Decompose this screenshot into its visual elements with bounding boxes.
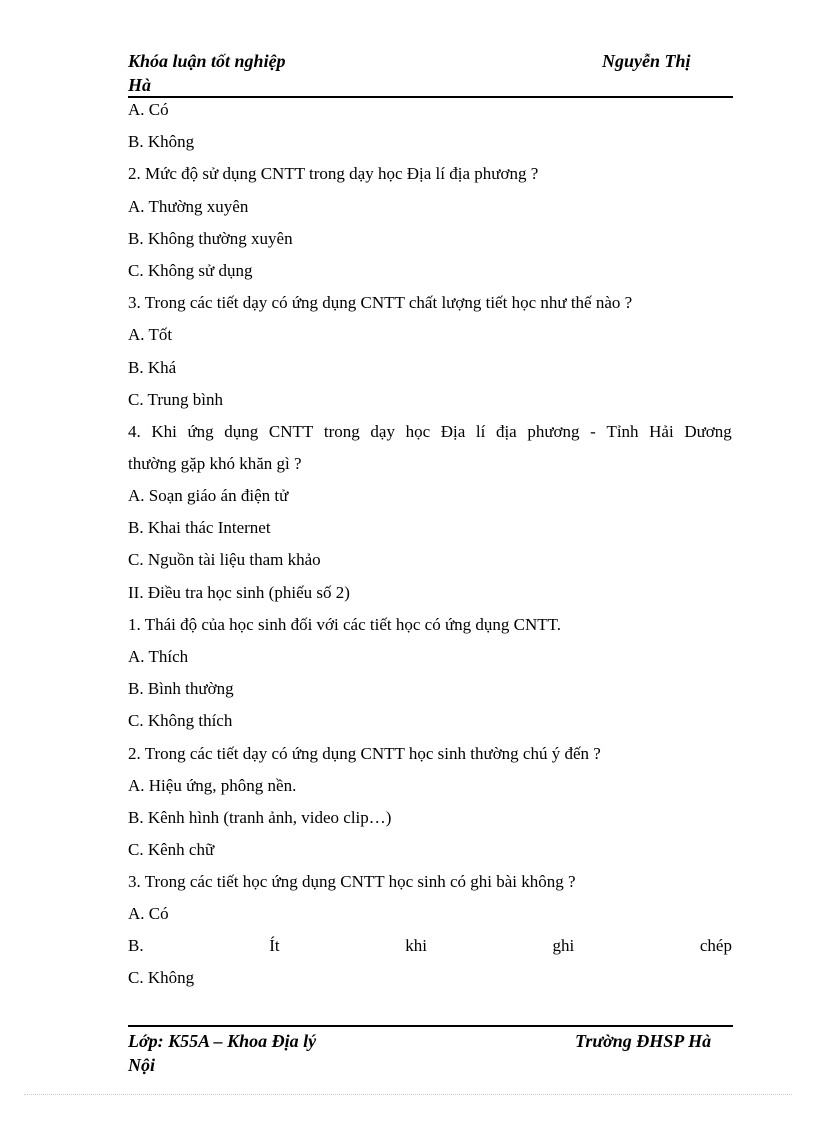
justified-word: Khi — [151, 422, 177, 441]
footer-wrap-text: Nội — [128, 1055, 155, 1075]
text-line: B. Khá — [128, 358, 177, 377]
text-line: C. Kênh chữ — [128, 840, 215, 859]
text-line: C. Nguồn tài liệu tham khảo — [128, 550, 321, 569]
header-left-text: Khóa luận tốt nghiệp — [128, 51, 286, 71]
text-line: C. Trung bình — [128, 390, 223, 409]
text-line: C. Không — [128, 968, 195, 987]
justified-word: CNTT — [268, 422, 314, 441]
justified-word: phương — [527, 422, 580, 441]
justified-word: 4. — [128, 422, 141, 441]
text-line: 2. Trong các tiết dạy có ứng dụng CNTT học sinh thường chú ý đến ? — [128, 744, 601, 763]
text-line: A. Thường xuyên — [128, 197, 249, 216]
spread-word: Ít — [269, 936, 280, 955]
text-line: A. Soạn giáo án điện tử — [128, 486, 289, 505]
justified-word: dụng — [224, 422, 259, 441]
justified-word: học — [405, 422, 431, 441]
text-line: B. Kênh hình (tranh ảnh, video clip…) — [128, 808, 392, 827]
text-line: B. Bình thường — [128, 679, 234, 698]
footer-right-text: Trường ĐHSP Hà — [575, 1031, 712, 1051]
footer-rule — [128, 1025, 733, 1027]
header-wrap-text: Hà — [128, 75, 152, 95]
text-line: B. Không thường xuyên — [128, 229, 293, 248]
page-bottom-border — [24, 1094, 792, 1095]
text-line: A. Thích — [128, 647, 189, 666]
text-line-spread — [128, 935, 732, 957]
spread-word: khi — [405, 936, 427, 955]
text-line-justified — [128, 421, 732, 443]
text-line: B. Không — [128, 132, 195, 151]
spread-word: chép — [699, 936, 732, 955]
text-line: A. Tốt — [128, 325, 173, 344]
text-line: thường gặp khó khăn gì ? — [128, 454, 302, 473]
spread-word: B. — [128, 936, 144, 955]
justified-word: - — [590, 422, 596, 441]
text-line: A. Có — [128, 904, 169, 923]
justified-word: Hải — [649, 422, 674, 441]
header-right-text: Nguyễn Thị — [602, 51, 691, 71]
justified-word: lí — [475, 422, 486, 441]
footer-left-text: Lớp: K55A – Khoa Địa lý — [128, 1031, 317, 1051]
text-line: B. Khai thác Internet — [128, 518, 271, 537]
text-line: A. Hiệu ứng, phông nền. — [128, 776, 297, 795]
justified-word: địa — [495, 422, 517, 441]
text-line: C. Không sử dụng — [128, 261, 253, 280]
justified-word: Dương — [684, 422, 732, 441]
text-line: II. Điều tra học sinh (phiếu số 2) — [128, 583, 350, 602]
text-line: 3. Trong các tiết dạy có ứng dụng CNTT chất lượng tiết học như thế nào ? — [128, 293, 633, 312]
text-line: 1. Thái độ của học sinh đối với các tiết học có ứng dụng CNTT. — [128, 615, 562, 634]
spread-word: ghi — [552, 936, 575, 955]
text-line: C. Không thích — [128, 711, 233, 730]
justified-word: Địa — [440, 422, 466, 441]
justified-word: ứng — [187, 422, 214, 441]
justified-word: dạy — [370, 422, 395, 441]
justified-word: Tỉnh — [606, 422, 639, 441]
text-line: 3. Trong các tiết học ứng dụng CNTT học sinh có ghi bài không ? — [128, 872, 576, 891]
justified-word: trong — [323, 422, 360, 441]
text-line: A. Có — [128, 100, 169, 119]
text-line: 2. Mức độ sử dụng CNTT trong dạy học Địa lí địa phương ? — [128, 164, 539, 183]
header-rule — [128, 96, 733, 98]
